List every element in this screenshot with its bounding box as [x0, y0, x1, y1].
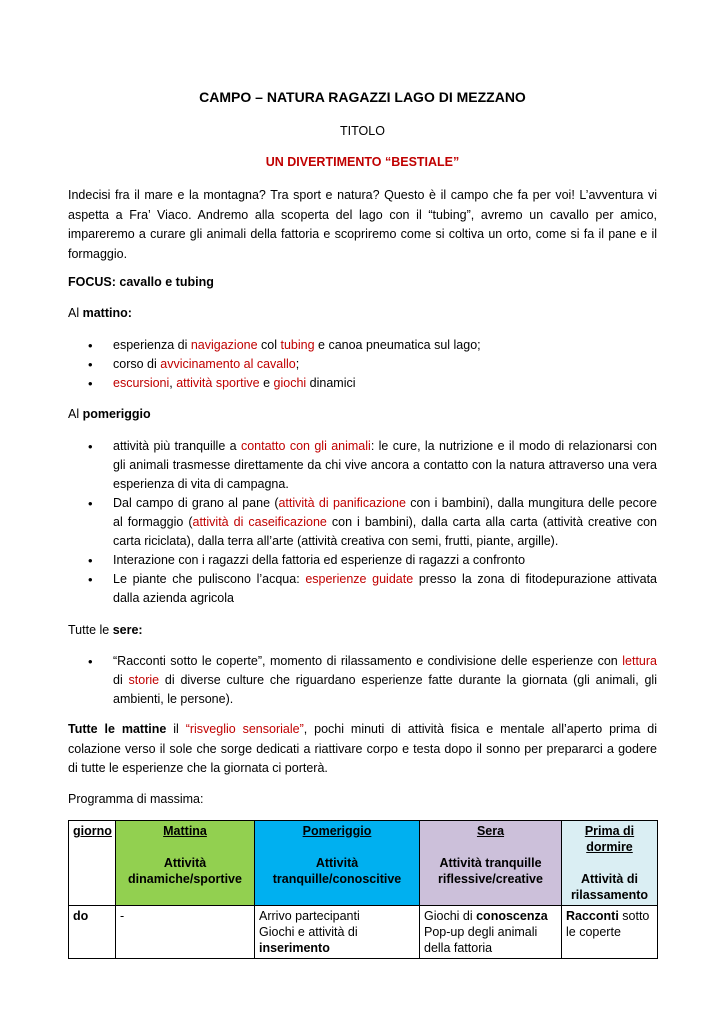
mattine-paragraph — [68, 720, 657, 779]
header-mattina: Mattina Attività dinamiche/sportive — [116, 821, 255, 906]
text-run: Arrivo partecipanti — [259, 909, 360, 923]
cell-mattina — [116, 906, 255, 959]
text-run: : le cure, la nutrizione e il modo di relazionarsi con gli animali trasmesse direttamente da chi vive ancora a contatto con la natura attraverso una vera esperienza di vita di campagna. — [113, 439, 657, 491]
header-prima-di-dormire: Prima di dormire Attività di rilassamento — [562, 821, 658, 906]
headline: UN DIVERTIMENTO “BESTIALE” — [265, 155, 460, 169]
text-run: Giochi di — [424, 909, 477, 923]
header-sera: Sera Attività tranquille riflessive/creative — [420, 821, 562, 906]
header-pomeriggio: Pomeriggio Attività tranquille/conoscitive — [255, 821, 420, 906]
focus-line: FOCUS: cavallo e tubing — [68, 275, 214, 289]
list-item — [68, 494, 657, 551]
list-item — [68, 437, 657, 494]
text-run: Racconti — [566, 909, 619, 923]
sere-prefix: Tutte le — [68, 623, 113, 637]
intro-paragraph: Indecisi fra il mare e la montagna? Tra sport e natura? Questo è il campo che fa per voi! L’avventura vi aspetta a Fra’ Viaco. Andremo alla scoperta del lago con il “tubing”, avremo un cavallo per amico, impareremo a curare gli animali della fattoria e scopriremo come si coltiva un orto, come si fa il pane e il formaggio. — [68, 188, 657, 261]
text-run: corso di — [113, 357, 161, 371]
text-run: tubing — [280, 338, 315, 352]
text-run: e — [259, 376, 274, 390]
table-row — [69, 906, 658, 959]
list-item — [68, 551, 657, 570]
program-table — [68, 820, 658, 959]
text-run: Giochi e attività di — [259, 925, 358, 939]
text-run: il — [166, 722, 186, 736]
text-run: esperienze guidate — [305, 572, 414, 586]
mattino-prefix: Al — [68, 306, 83, 320]
text-run: sotto le coperte — [566, 909, 650, 939]
sere-list — [68, 652, 657, 709]
text-run: inserimento — [259, 941, 330, 955]
text-run: storie — [128, 673, 160, 687]
text-run: di diverse culture che riguardano esperienze fatte durante la giornata (gli animali, gli ambienti, le persone). — [113, 673, 657, 706]
text-run: dinamici — [306, 376, 356, 390]
cell-giorno: do — [69, 906, 116, 959]
text-run: Interazione con i ragazzi della fattoria ed esperienze di ragazzi a confronto — [113, 553, 526, 567]
text-run: Tutte le mattine — [68, 722, 167, 736]
pomeriggio-heading — [68, 405, 657, 425]
text-run: Le piante che puliscono l’acqua: — [113, 572, 306, 586]
pomeriggio-list — [68, 437, 657, 608]
mattino-heading — [68, 304, 657, 324]
text-run: lettura — [622, 654, 657, 668]
text-run: avvicinamento al cavallo — [160, 357, 296, 371]
text-run: - — [120, 909, 125, 923]
text-run: e canoa pneumatica sul lago; — [314, 338, 481, 352]
pomeriggio-label: pomeriggio — [82, 407, 151, 421]
text-run: di — [113, 673, 129, 687]
text-run: ; — [295, 357, 300, 371]
list-item — [68, 652, 657, 709]
text-run: “risveglio sensoriale” — [185, 722, 304, 736]
text-run: con i bambini), dalla carta alla carta (attività creative con carta riciclata), dalla terra all’arte (attività creativa con semi, frutti, piante, argille). — [113, 515, 657, 548]
text-run: escursioni — [113, 376, 170, 390]
text-run: navigazione — [190, 338, 258, 352]
table-header-row — [69, 821, 658, 906]
mattino-list — [68, 336, 657, 393]
text-run: presso la zona di fitodepurazione attivata dalla azienda agricola — [113, 572, 657, 605]
text-run: giochi — [273, 376, 307, 390]
text-run: con i bambini), dalla mungitura delle pecore al formaggio ( — [113, 496, 657, 529]
text-run: col — [257, 338, 281, 352]
sere-heading — [68, 621, 657, 641]
mattino-label: mattino: — [82, 306, 132, 320]
page-subtitle: TITOLO — [340, 124, 385, 138]
programma-label: Programma di massima: — [68, 792, 204, 806]
cell-prima-di-dormire — [562, 906, 658, 959]
text-run: “Racconti sotto le coperte”, momento di rilassamento e condivisione delle esperienze con — [113, 654, 623, 668]
cell-pomeriggio — [255, 906, 420, 959]
text-run: esperienza di — [113, 338, 191, 352]
text-run: attività sportive — [176, 376, 260, 390]
text-run: conoscenza — [476, 909, 548, 923]
pomeriggio-prefix: Al — [68, 407, 83, 421]
text-run: attività più tranquille a — [113, 439, 241, 453]
text-run: attività di caseificazione — [192, 515, 327, 529]
text-run: , — [169, 376, 177, 390]
header-giorno: giorno — [69, 821, 116, 906]
list-item — [68, 336, 657, 355]
list-item — [68, 374, 657, 393]
text-run: contatto con gli animali — [240, 439, 371, 453]
text-run: Dal campo di grano al pane ( — [113, 496, 279, 510]
text-run: attività di panificazione — [278, 496, 406, 510]
list-item — [68, 355, 657, 374]
cell-sera — [420, 906, 562, 959]
sere-label: sere: — [112, 623, 143, 637]
text-run: , pochi minuti di attività fisica e mentale all’aperto prima di colazione verso il sole che sorge dedicati a riattivare corpo e testa dopo il sonno per prepararci a godere di tutte le esperienze che la giornata ci porterà. — [68, 722, 657, 775]
text-run: Pop-up degli animali della fattoria — [424, 925, 538, 955]
list-item — [68, 570, 657, 608]
page-title: CAMPO – NATURA RAGAZZI LAGO DI MEZZANO — [199, 89, 526, 105]
